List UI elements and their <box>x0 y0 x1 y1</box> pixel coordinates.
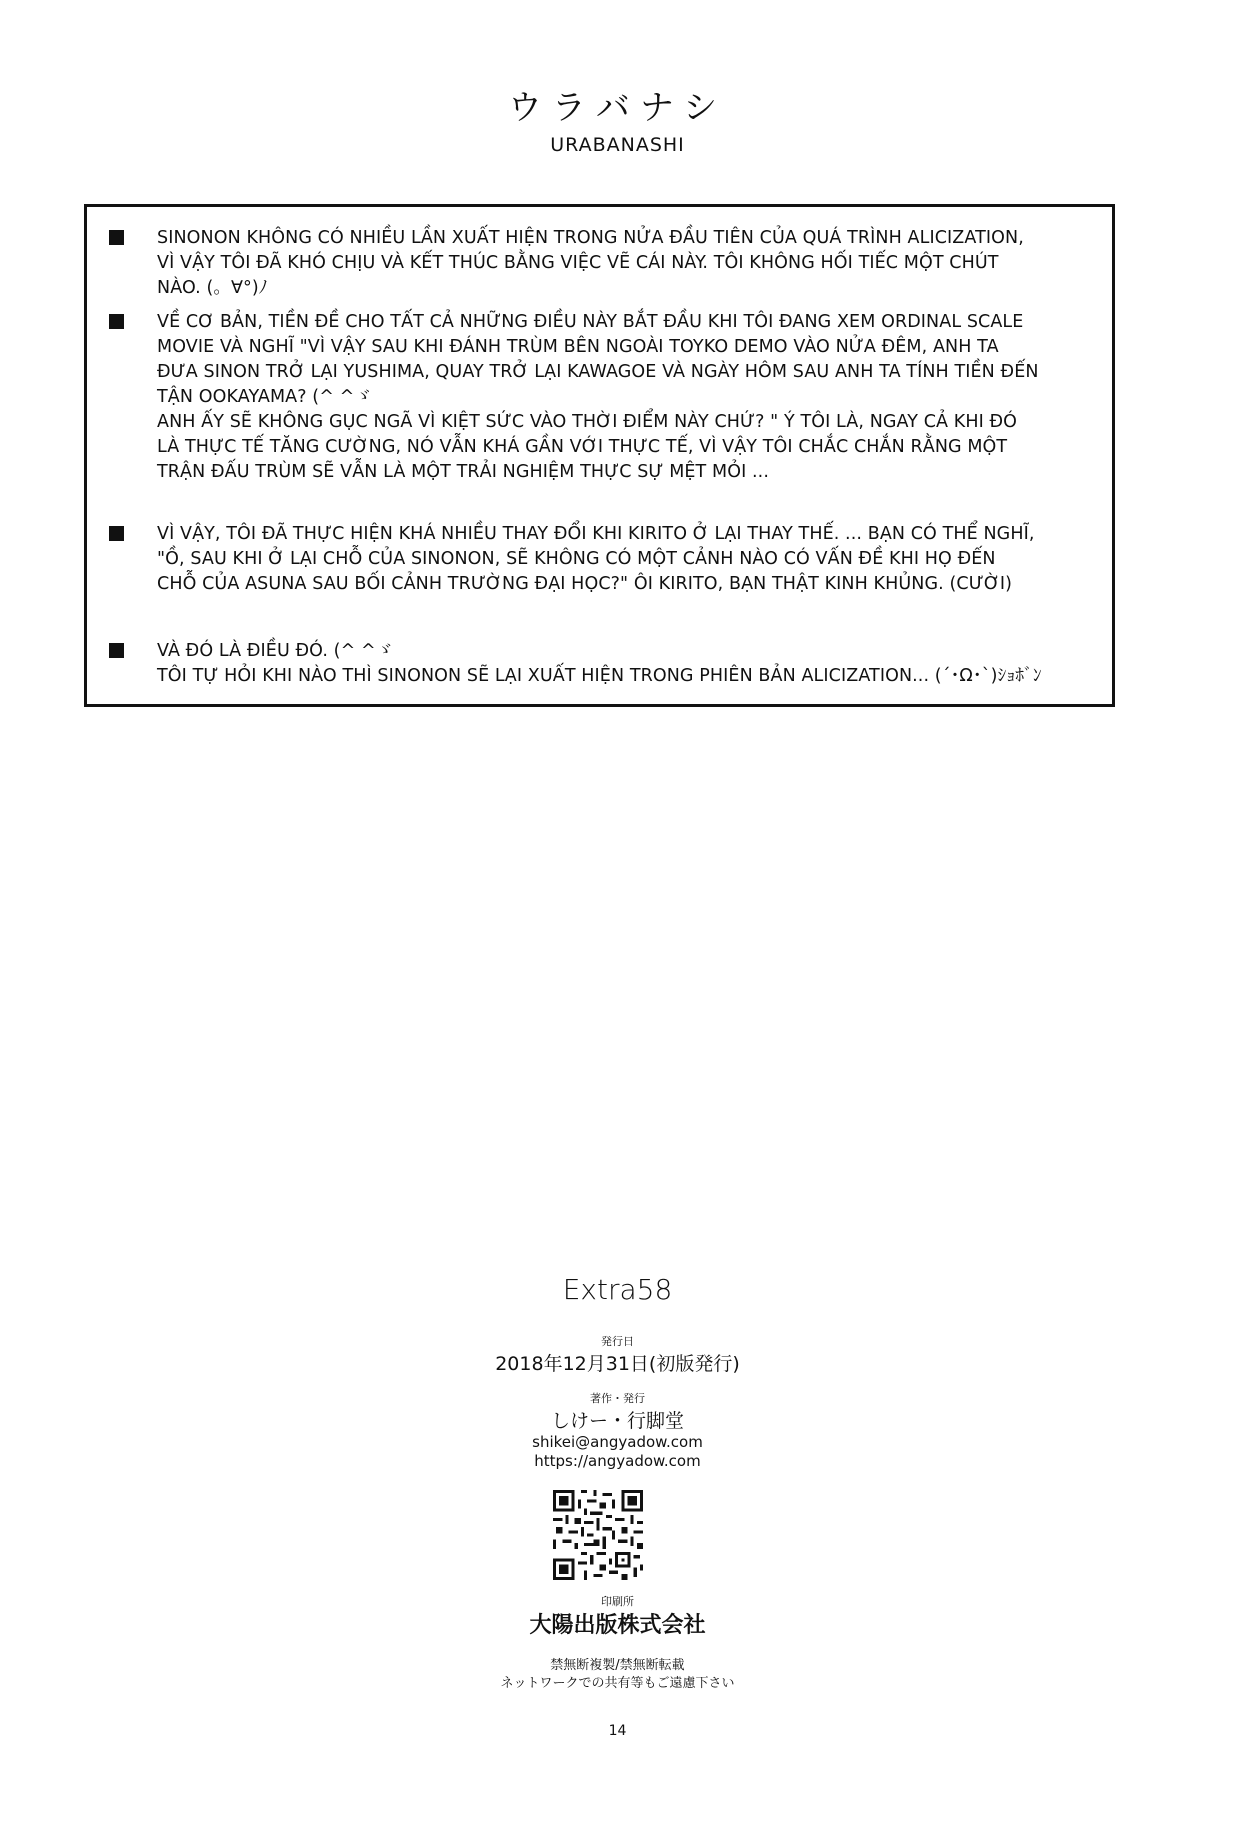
author-url: https://angyadow.com <box>534 1452 701 1470</box>
note-line: ĐƯA SINON TRỞ LẠI YUSHIMA, QUAY TRỞ LẠI KAWAGOE VÀ NGÀY HÔM SAU ANH TA TÍNH TIỀN ĐẾN <box>157 362 1039 382</box>
square-bullet-icon <box>109 314 124 329</box>
note-line: TẬN OOKAYAMA? (^ ^ゞ <box>157 387 372 407</box>
sharing-notice: ネットワークでの共有等もご遠慮下さい <box>500 1676 735 1691</box>
note-line: MOVIE VÀ NGHĨ "VÌ VẬY SAU KHI ĐÁNH TRÙM BÊN NGOÀI TOYKO DEMO VÀO NỬA ĐÊM, ANH TA <box>157 337 999 357</box>
date-label: 発行日 <box>601 1335 634 1348</box>
note-line: ANH ẤY SẼ KHÔNG GỤC NGÃ VÌ KIỆT SỨC VÀO THỜI ĐIỂM NÀY CHỨ? " Ý TÔI LÀ, NGAY CẢ KHI ĐÓ <box>157 412 1018 432</box>
note-line: TRẬN ĐẤU TRÙM SẼ VẪN LÀ MỘT TRẢI NGHIỆM THỰC SỰ MỆT MỎI ... <box>157 462 769 482</box>
note-line: NÀO. (。∀°)ﾉ <box>157 278 268 298</box>
note-line: "Ồ, SAU KHI Ở LẠI CHỖ CỦA SINONON, SẼ KHÔNG CÓ MỘT CẢNH NÀO CÓ VẤN ĐỀ KHI HỌ ĐẾN <box>157 549 996 569</box>
author-name: しけー・行脚堂 <box>550 1410 684 1432</box>
note-line: VỀ CƠ BẢN, TIỀN ĐỀ CHO TẤT CẢ NHỮNG ĐIỀU NÀY BẮT ĐẦU KHI TÔI ĐANG XEM ORDINAL SCALE <box>157 312 1024 332</box>
note-line: SINONON KHÔNG CÓ NHIỀU LẦN XUẤT HIỆN TRONG NỬA ĐẦU TIÊN CỦA QUÁ TRÌNH ALICIZATION, <box>157 228 1024 248</box>
note-line: LÀ THỰC TẾ TĂNG CƯỜNG, NÓ VẪN KHÁ GẦN VỚI THỰC TẾ, VÌ VẬY TÔI CHẮC CHẮN RẰNG MỘT <box>157 437 1008 457</box>
printer-label: 印刷所 <box>601 1595 634 1608</box>
note-line: VÌ VẬY TÔI ĐÃ KHÓ CHỊU VÀ KẾT THÚC BẰNG VIỆC VẼ CÁI NÀY. TÔI KHÔNG HỐI TIẾC MỘT CHÚT <box>157 253 999 273</box>
note-item <box>157 522 1067 597</box>
note-line: VÌ VẬY, TÔI ĐÃ THỰC HIỆN KHÁ NHIỀU THAY ĐỔI KHI KIRITO Ở LẠI THAY THẾ. ... BẠN CÓ THỂ NGHĨ, <box>157 524 1035 544</box>
note-item <box>157 226 1067 301</box>
header-kana-title: ウラバナシ <box>507 88 728 128</box>
note-item <box>157 639 1067 689</box>
copyright-notice: 禁無断複製/禁無断転載 <box>550 1658 685 1673</box>
square-bullet-icon <box>109 526 124 541</box>
page-header <box>0 88 1235 156</box>
header-romaji-title: URABANASHI <box>550 134 685 156</box>
qr-code-icon <box>553 1490 643 1580</box>
square-bullet-icon <box>109 643 124 658</box>
note-line: CHỖ CỦA ASUNA SAU BỐI CẢNH TRƯỜNG ĐẠI HỌC?" ÔI KIRITO, BẠN THẬT KINH KHỦNG. (CƯỜI) <box>157 574 1013 594</box>
publication-date: 2018年12月31日(初版発行) <box>495 1353 740 1375</box>
notes-box <box>84 204 1115 707</box>
author-email: shikei@angyadow.com <box>532 1433 703 1451</box>
printer-name: 大陽出版株式会社 <box>529 1613 706 1638</box>
note-line: VÀ ĐÓ LÀ ĐIỀU ĐÓ. (^ ^ゞ <box>157 641 394 661</box>
note-item <box>157 310 1067 485</box>
note-line: TÔI TỰ HỎI KHI NÀO THÌ SINONON SẼ LẠI XUẤT HIỆN TRONG PHIÊN BẢN ALICIZATION... (´･Ω･`)ｼｮﾎﾞﾝ <box>157 666 1042 686</box>
page-number: 14 <box>608 1723 627 1739</box>
colophon-title: Extra58 <box>562 1273 673 1306</box>
square-bullet-icon <box>109 230 124 245</box>
author-label: 著作・発行 <box>590 1392 645 1405</box>
